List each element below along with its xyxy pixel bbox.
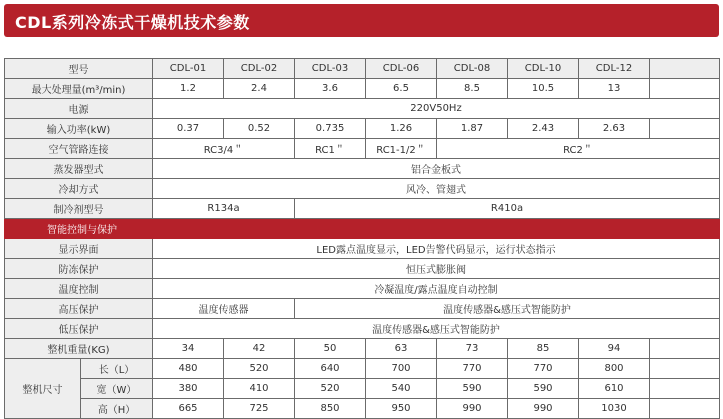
value-cell: 640 <box>295 359 366 379</box>
spec-table <box>4 58 720 419</box>
value-cell: 2.4 <box>224 79 295 99</box>
table-row <box>5 379 720 399</box>
model-cell: CDL-10 <box>508 59 579 79</box>
value-cell: 590 <box>437 379 508 399</box>
value-cell: 3.6 <box>295 79 366 99</box>
row-label: 输入功率(kW) <box>5 119 153 139</box>
value-cell: 10.5 <box>508 79 579 99</box>
value-cell: 480 <box>153 359 224 379</box>
empty-cell <box>650 59 720 79</box>
value-cell: 温度传感器 <box>153 299 295 319</box>
value-cell: 铝合金板式 <box>153 159 720 179</box>
table-row <box>5 79 720 99</box>
value-cell: 540 <box>366 379 437 399</box>
value-cell: 1.87 <box>437 119 508 139</box>
value-cell: 恒压式膨胀阀 <box>153 259 720 279</box>
value-cell: RC2＂ <box>437 139 720 159</box>
row-label: 低压保护 <box>5 319 153 339</box>
value-cell: RC1-1/2＂ <box>366 139 437 159</box>
table-row <box>5 399 720 419</box>
value-cell: 725 <box>224 399 295 419</box>
value-cell: RC3/4＂ <box>153 139 295 159</box>
value-cell: 610 <box>579 379 650 399</box>
value-cell: 0.52 <box>224 119 295 139</box>
table-row <box>5 119 720 139</box>
value-cell: 220V50Hz <box>153 99 720 119</box>
table-row <box>5 199 720 219</box>
value-cell: 0.37 <box>153 119 224 139</box>
value-cell: 73 <box>437 339 508 359</box>
model-cell: CDL-06 <box>366 59 437 79</box>
value-cell: 85 <box>508 339 579 359</box>
value-cell: 990 <box>437 399 508 419</box>
title-banner <box>4 4 719 37</box>
value-cell: 0.735 <box>295 119 366 139</box>
empty-cell <box>650 79 720 99</box>
table-row <box>5 299 720 319</box>
row-label: 温度控制 <box>5 279 153 299</box>
row-label: 防冻保护 <box>5 259 153 279</box>
value-cell: 1.26 <box>366 119 437 139</box>
page-title: CDL系列冷冻式干燥机技术参数 <box>15 13 250 32</box>
value-cell: 94 <box>579 339 650 359</box>
value-cell: 50 <box>295 339 366 359</box>
value-cell: 1.2 <box>153 79 224 99</box>
empty-cell <box>650 379 720 399</box>
model-cell: CDL-03 <box>295 59 366 79</box>
model-cell: CDL-08 <box>437 59 508 79</box>
empty-cell <box>650 119 720 139</box>
value-cell: 风冷、管翅式 <box>153 179 720 199</box>
table-row <box>5 259 720 279</box>
value-cell: 冷凝温度/露点温度自动控制 <box>153 279 720 299</box>
value-cell: R410a <box>295 199 720 219</box>
value-cell: R134a <box>153 199 295 219</box>
row-label: 整机重量(KG) <box>5 339 153 359</box>
section-header <box>5 219 720 239</box>
table-row <box>5 319 720 339</box>
table-row <box>5 179 720 199</box>
value-cell: 42 <box>224 339 295 359</box>
value-cell: 温度传感器&感压式智能防护 <box>153 319 720 339</box>
empty-cell <box>650 359 720 379</box>
value-cell: 2.63 <box>579 119 650 139</box>
value-cell: 700 <box>366 359 437 379</box>
row-label: 显示界面 <box>5 239 153 259</box>
sub-label: 高（H） <box>81 399 153 419</box>
value-cell: 2.43 <box>508 119 579 139</box>
model-cell: CDL-12 <box>579 59 650 79</box>
value-cell: 8.5 <box>437 79 508 99</box>
row-label: 最大处理量(m³/min) <box>5 79 153 99</box>
value-cell: 990 <box>508 399 579 419</box>
row-label: 空气管路连接 <box>5 139 153 159</box>
row-label: 整机尺寸 <box>5 359 81 419</box>
value-cell: 6.5 <box>366 79 437 99</box>
section-title: 智能控制与保护 <box>5 219 720 239</box>
value-cell: 1030 <box>579 399 650 419</box>
row-label: 蒸发器型式 <box>5 159 153 179</box>
table-row <box>5 159 720 179</box>
header-label: 型号 <box>5 59 153 79</box>
value-cell: 770 <box>437 359 508 379</box>
empty-cell <box>650 339 720 359</box>
empty-cell <box>650 399 720 419</box>
value-cell: 520 <box>295 379 366 399</box>
value-cell: 380 <box>153 379 224 399</box>
row-label: 冷却方式 <box>5 179 153 199</box>
value-cell: RC1＂ <box>295 139 366 159</box>
value-cell: 13 <box>579 79 650 99</box>
row-label: 制冷剂型号 <box>5 199 153 219</box>
value-cell: 63 <box>366 339 437 359</box>
row-label: 电源 <box>5 99 153 119</box>
table-row <box>5 99 720 119</box>
model-cell: CDL-01 <box>153 59 224 79</box>
model-cell: CDL-02 <box>224 59 295 79</box>
table-row <box>5 359 720 379</box>
value-cell: 950 <box>366 399 437 419</box>
header-row <box>5 59 720 79</box>
table-row <box>5 139 720 159</box>
sub-label: 宽（W） <box>81 379 153 399</box>
value-cell: 34 <box>153 339 224 359</box>
row-label: 高压保护 <box>5 299 153 319</box>
value-cell: 850 <box>295 399 366 419</box>
table-row <box>5 239 720 259</box>
table-row <box>5 339 720 359</box>
value-cell: 590 <box>508 379 579 399</box>
value-cell: 770 <box>508 359 579 379</box>
value-cell: 800 <box>579 359 650 379</box>
value-cell: 温度传感器&感压式智能防护 <box>295 299 720 319</box>
value-cell: 520 <box>224 359 295 379</box>
sub-label: 长（L） <box>81 359 153 379</box>
table-row <box>5 279 720 299</box>
value-cell: 665 <box>153 399 224 419</box>
value-cell: 410 <box>224 379 295 399</box>
value-cell: LED露点温度显示，LED告警代码显示，运行状态指示 <box>153 239 720 259</box>
